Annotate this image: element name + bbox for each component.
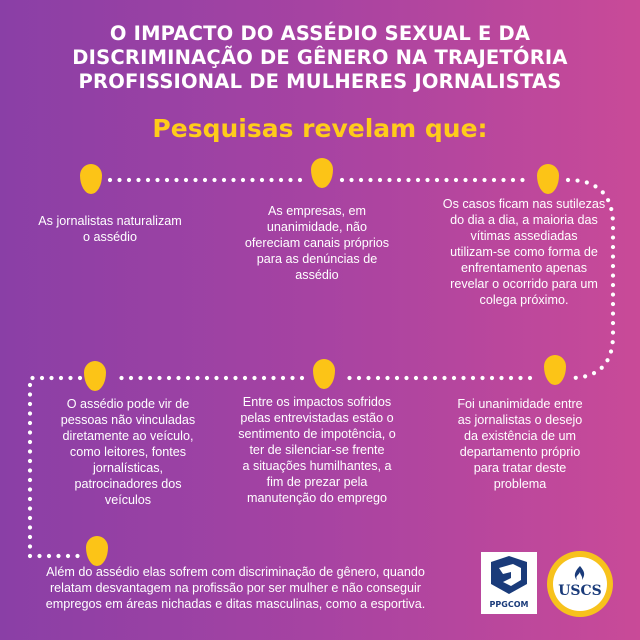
uscs-logo [547,551,613,617]
page-title: O IMPACTO DO ASSÉDIO SEXUAL E DA DISCRIMINAÇÃO DE GÊNERO NA TRAJETÓRIA PROFISSIONAL DE MULHERES JORNALISTAS [72,22,568,93]
page-subtitle: Pesquisas revelam que: [152,114,488,143]
ppgcom-logo [481,552,537,614]
finding-6: O assédio pode vir de pessoas não vinculadas diretamente ao veículo, como leitores, fontes jornalísticas, patrocinadores dos veículos [60,397,196,507]
finding-7: Além do assédio elas sofrem com discriminação de gênero, quando relatam desvantagem na profissão por ser mulher e não conseguir empregos em áreas nichadas e ditas masculinas, como a esportiva. [45,565,426,611]
finding-3: Os casos ficam nas sutilezas do dia a dia, a maioria das vítimas assediadas utilizam-se como forma de enfrentamento apenas revelar o ocorrido para um colega próximo. [442,197,606,307]
finding-5: Entre os impactos sofridos pelas entrevistadas estão o sentimento de impotência, o ter de silenciar-se frente a situações humilhantes, a fim de prezar pela manutenção do emprego [238,395,396,505]
flame-icon [570,565,590,583]
uscs-label: USCS [558,583,602,599]
ppgcom-label: PPGCOM [489,600,529,609]
finding-1: As jornalistas naturalizam o assédio [38,214,182,244]
finding-2: As empresas, em unanimidade, não ofereciam canais próprios para as denúncias de assédio [244,204,390,282]
ppgcom-emblem-icon [481,554,537,600]
finding-4: Foi unanimidade entre as jornalistas o desejo da existência de um departamento próprio para tratar deste problema [457,397,583,491]
